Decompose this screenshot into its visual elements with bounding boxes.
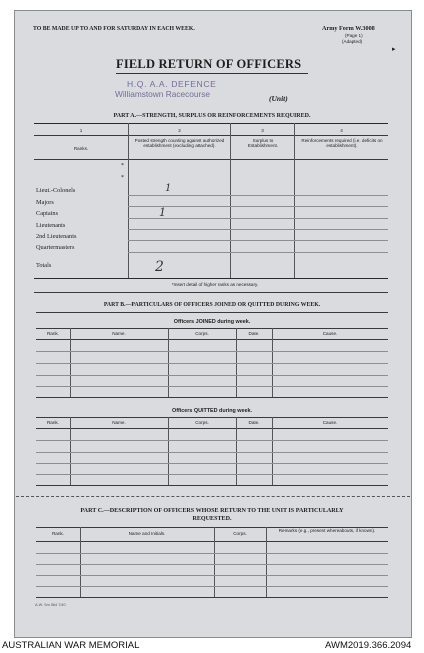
rank-quartermasters: Quartermasters	[36, 244, 75, 251]
rank-majors: Majors	[36, 199, 54, 206]
col-num-4: 4	[340, 128, 343, 133]
col-num-3: 3	[261, 128, 264, 133]
title-underline	[116, 73, 308, 74]
col-num-1: 1	[79, 128, 83, 133]
quitted-row-rule	[36, 463, 388, 464]
part-c-table-bottom	[36, 597, 388, 598]
row-rule	[128, 252, 388, 253]
part-a-col-divider	[128, 123, 129, 278]
row-rule	[128, 206, 388, 207]
joined-col-rank: Rank.	[46, 331, 59, 336]
part-c-row-rule	[36, 575, 388, 576]
handwritten-captains-count: 1	[159, 206, 166, 219]
col-header-posted-strength: Posted strength counting against authorized establishment (excluding attached).	[134, 138, 225, 149]
part-a-top-rule	[34, 123, 388, 124]
page-number: (Page 1)	[345, 33, 363, 38]
joined-col-name: Name.	[112, 331, 126, 336]
quitted-col-corps: Corps.	[195, 420, 209, 425]
quitted-col-cause: Cause.	[322, 420, 338, 425]
part-c-col-corps: Corps.	[233, 531, 247, 536]
part-a-header-rule	[34, 159, 388, 160]
part-c-row-rule	[36, 553, 388, 554]
part-a-bottom-rule	[34, 278, 388, 279]
perforation-line	[16, 496, 410, 497]
col-num-2: 2	[178, 128, 181, 133]
quitted-col-date: Date.	[248, 420, 260, 425]
joined-heading: Officers JOINED during week.	[173, 319, 251, 325]
part-a-end-rule	[34, 292, 388, 293]
part-a-num-rule	[34, 135, 388, 136]
footer-accession-number: AWM2019.366.2094	[325, 640, 412, 651]
part-c-title-line-2: REQUESTED.	[192, 516, 232, 522]
col-header-ranks: Ranks.	[73, 146, 89, 151]
row-rule	[128, 229, 388, 230]
part-b-title: PART B.—PARTICULARS OF OFFICERS JOINED OR QUITTED DURING WEEK.	[103, 302, 321, 308]
rank-lieutenants: Lieutenants	[36, 222, 66, 229]
rank-lieut-colonels: Lieut.-Colonels	[36, 187, 76, 194]
quitted-col-name: Name.	[112, 420, 126, 425]
stamp-line-1: H.Q. A.A. DEFENCE	[127, 79, 217, 89]
quitted-heading: Officers QUITTED during week.	[172, 408, 252, 414]
unit-stamp	[115, 79, 261, 107]
part-c-title-line-1: PART C.—DESCRIPTION OF OFFICERS WHOSE RETURN TO THE UNIT IS PARTICULARLY	[80, 508, 344, 514]
handwritten-totals-count: 2	[155, 259, 164, 275]
joined-row-rule	[36, 375, 388, 376]
unit-label: (Unit)	[269, 94, 288, 103]
adapted-note: (Adapted)	[342, 39, 363, 44]
joined-row-rule	[36, 363, 388, 364]
rank-captains: Captains	[36, 210, 59, 217]
part-c-row-rule	[36, 564, 388, 565]
quitted-row-rule	[36, 452, 388, 453]
asterisk-mark: *	[121, 163, 124, 169]
asterisk-mark: *	[121, 175, 124, 181]
joined-col-date: Date.	[248, 331, 260, 336]
quitted-col-rank: Rank.	[46, 420, 59, 425]
col-header-surplus: Surplus to Establishment.	[247, 138, 279, 149]
part-a-title: PART A.—STRENGTH, SURPLUS OR REINFORCEMENTS REQUIRED.	[113, 113, 311, 119]
print-code: A.W. Sm 564 7/40	[35, 603, 66, 607]
quitted-table-top	[36, 417, 388, 418]
row-rule	[128, 195, 388, 196]
pin-mark-icon: ▸	[392, 45, 396, 53]
page-title: FIELD RETURN OF OFFICERS	[116, 57, 302, 71]
stamp-line-2: Williamstown Racecourse	[115, 89, 210, 99]
instruction-text: TO BE MADE UP TO AND FOR SATURDAY IN EACH WEEK.	[33, 26, 195, 32]
joined-header-rule	[36, 339, 388, 340]
part-a-col-divider	[230, 123, 231, 278]
quitted-header-rule	[36, 428, 388, 429]
joined-row-rule	[36, 351, 388, 352]
col-header-reinforcements: Reinforcements required (i.e. deficits on establishment).	[301, 138, 383, 149]
joined-col-cause: Cause.	[322, 331, 338, 336]
rank-totals: Totals	[36, 262, 52, 269]
joined-row-rule	[36, 386, 388, 387]
joined-col-corps: Corps.	[195, 331, 209, 336]
part-b-top-rule	[36, 312, 388, 313]
rank-2nd-lieutenants: 2nd Lieutenants	[36, 233, 77, 240]
quitted-row-rule	[36, 440, 388, 441]
joined-table-bottom	[36, 397, 388, 398]
part-c-header-rule	[36, 541, 388, 542]
form-number: Army Form W.3008	[322, 25, 375, 32]
part-c-col-rank: Rank.	[51, 531, 64, 536]
handwritten-lieut-colonels-count: 1	[165, 183, 172, 194]
part-a-footnote: *Insert detail of higher ranks as necessary.	[171, 282, 259, 287]
quitted-table-bottom	[36, 485, 388, 486]
part-c-row-rule	[36, 586, 388, 587]
row-rule	[128, 240, 388, 241]
quitted-row-rule	[36, 474, 388, 475]
part-c-col-name: Name and Initials.	[128, 531, 166, 536]
row-rule	[128, 218, 388, 219]
footer-credit: AUSTRALIAN WAR MEMORIAL	[2, 640, 140, 651]
part-a-col-divider	[294, 123, 295, 278]
joined-table-top	[36, 328, 388, 329]
part-c-col-remarks: Remarks (e.g., present whereabouts, if known).	[278, 528, 376, 533]
